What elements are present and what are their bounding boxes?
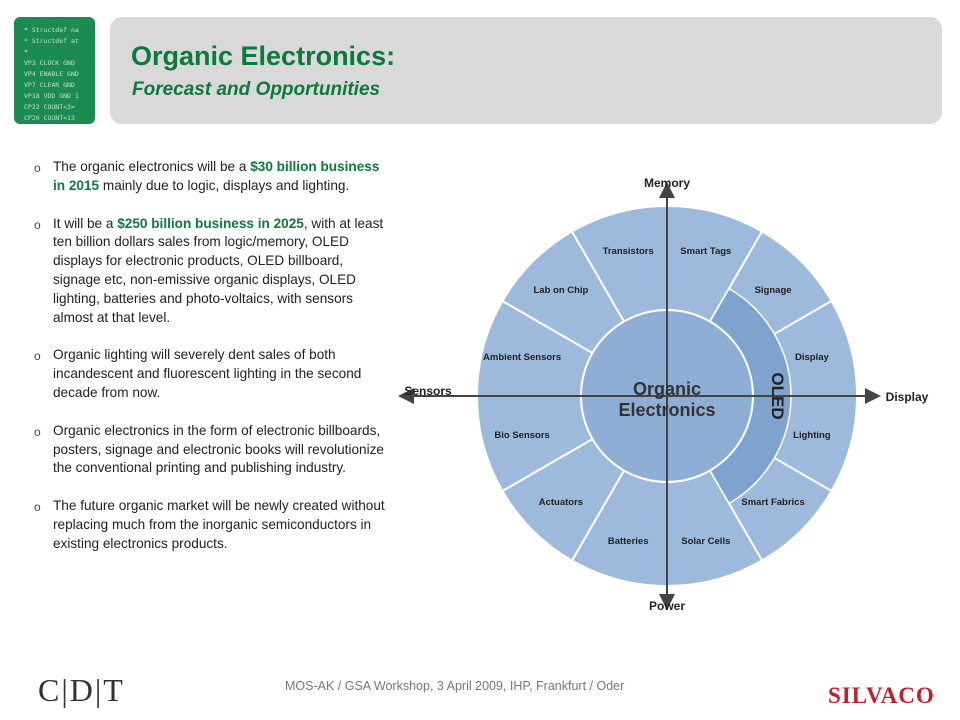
segment-label: Actuators (538, 497, 584, 509)
bullet-marker: o (34, 424, 41, 439)
bullet-list (34, 158, 394, 573)
bullet-item: o It will be a $250 billion business in 2025, with at least ten billion dollars sales from logic/memory, OLED displays for electronic products, OLED billboard, signage etc, non-emissive organic displays, OLED lighting, batteries and photo-voltaics, with sensors almost at that level. (34, 215, 384, 325)
bullet-item: o Organic lighting will severely dent sales of both incandescent and fluorescent lighting in the second decade from now. (34, 347, 362, 400)
center-label-line1: Organic (632, 379, 702, 399)
bullet-marker: o (34, 500, 41, 515)
segment-label: Lighting (793, 429, 831, 441)
axis-label-right: Display (885, 390, 929, 404)
segment-label: Batteries (607, 535, 649, 547)
footer-text: MOS-AK / GSA Workshop, 3 April 2009, IHP, Frankfurt / Oder (285, 679, 625, 693)
segment-label: Lab on Chip (533, 284, 589, 296)
center-label-line2: Electronics (618, 400, 716, 420)
page-title: Organic Electronics: (131, 41, 396, 71)
logo-code-text: * Structdef na * Structdef at * VP3 CLOCK GND VP4 ENABLE GND VP7 CLEAR GND VP18 VDD GND 1 CP22 COUNT<3> CP20 COUNT<13 (24, 26, 79, 122)
page-subtitle: Forecast and Opportunities (132, 79, 381, 100)
header-logo-image (14, 17, 95, 124)
segment-label: Smart Tags (680, 246, 732, 258)
bullet-marker: o (34, 217, 41, 232)
bullet-item: o The future organic market will be newly created without replacing much from the inorganic semiconductors in existing electronics products. (34, 498, 385, 551)
segment-label: Bio Sensors (494, 429, 550, 441)
organic-electronics-diagram (392, 168, 942, 623)
axis-label-left: Sensors (404, 384, 452, 398)
oled-label: OLED (768, 372, 787, 420)
bullet-marker: o (34, 349, 41, 364)
axis-label-top: Memory (643, 176, 691, 190)
title-banner (110, 17, 942, 124)
bullet-highlight: $30 billion business in 2015 (53, 159, 380, 193)
segment-label: Display (794, 352, 829, 364)
segment-label: Transistors (602, 246, 654, 258)
bullet-marker: o (34, 161, 41, 175)
axis-label-bottom: Power (648, 599, 686, 613)
segment-label: Smart Fabrics (741, 497, 805, 509)
bullet-highlight: $250 billion business in 2025 (117, 215, 304, 231)
segment-label: Solar Cells (681, 535, 731, 547)
segment-label: Signage (754, 284, 792, 296)
bullet-item: o The organic electronics will be a $30 billion business in 2015 mainly due to logic, displays and lighting. (34, 159, 380, 193)
segment-label: Ambient Sensors (483, 352, 562, 364)
cdt-logo: C|D|T (38, 672, 125, 708)
bullet-item: o Organic electronics in the form of electronic billboards, posters, signage and electronic books will revolutionize the conventional printing and publishing industry. (34, 422, 384, 476)
silvaco-logo: SILVACO (828, 683, 935, 708)
